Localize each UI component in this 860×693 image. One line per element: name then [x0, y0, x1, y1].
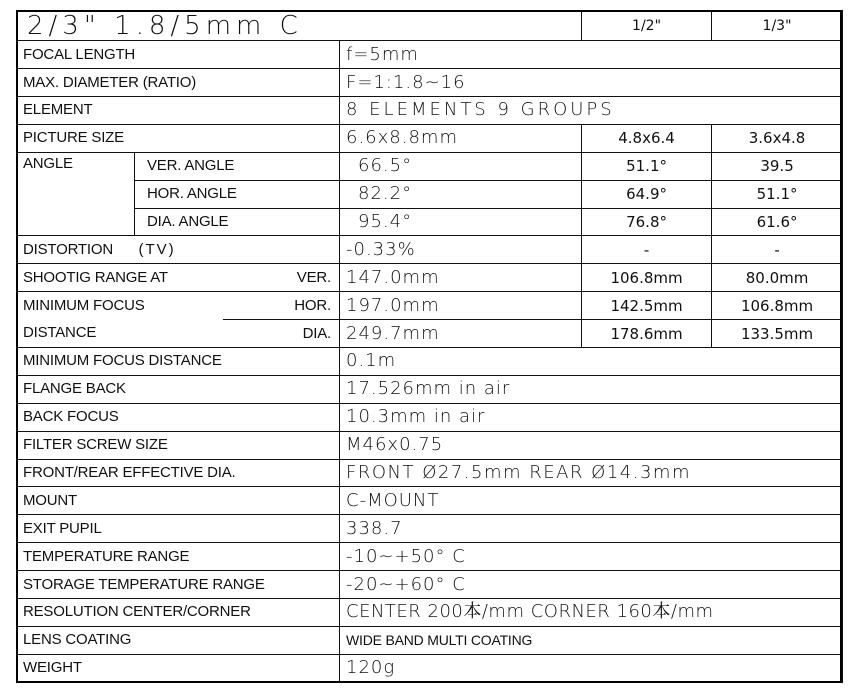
row-label: TEMPERATURE RANGE [17, 543, 340, 571]
shooting-dia-value: 249.7mm [340, 320, 582, 348]
row-label: MINIMUM FOCUS DISTANCE [17, 348, 340, 376]
angle-hor-value: 82.2° [340, 180, 582, 208]
distortion-value: -0.33% [340, 236, 582, 264]
shooting-label-2: MINIMUM FOCUS [17, 292, 223, 320]
angle-ver-third: 39.5 [712, 152, 843, 180]
angle-dia-half: 76.8° [582, 208, 712, 236]
header-third-inch: 1/3" [712, 11, 843, 41]
row-value: 120g [340, 654, 843, 682]
row-value: -10~+50° C [340, 543, 843, 571]
row-label: STORAGE TEMPERATURE RANGE [17, 571, 340, 599]
row-label: FOCAL LENGTH [17, 41, 340, 69]
row-value: 0.1m [340, 348, 843, 376]
shooting-hor-label: HOR. [223, 292, 340, 320]
angle-dia-value: 95.4° [340, 208, 582, 236]
angle-dia-third: 61.6° [712, 208, 843, 236]
shooting-label-3: DISTANCE [17, 320, 223, 348]
shooting-dia-third: 133.5mm [712, 320, 843, 348]
row-label: MOUNT [17, 487, 340, 515]
row-value: -20~+60° C [340, 571, 843, 599]
row-label: RESOLUTION CENTER/CORNER [17, 599, 340, 627]
row-value: 10.3mm in air [340, 403, 843, 431]
angle-label: ANGLE [17, 152, 135, 236]
shooting-ver-label: VER. [223, 264, 340, 292]
row-value: M46x0.75 [340, 431, 843, 459]
lens-title: 2/3" 1.8/5mm C [17, 11, 582, 41]
angle-dia-label: DIA. ANGLE [135, 208, 340, 236]
distortion-label: DISTORTION [17, 236, 135, 264]
angle-hor-third: 51.1° [712, 180, 843, 208]
row-label: FLANGE BACK [17, 375, 340, 403]
angle-ver-value: 66.5° [340, 152, 582, 180]
row-value: 17.526mm in air [340, 375, 843, 403]
row-value: F=1:1.8~16 [340, 69, 843, 97]
header-half-inch: 1/2" [582, 11, 712, 41]
shooting-label-1: SHOOTIG RANGE AT [17, 264, 223, 292]
row-label: MAX. DIAMETER (RATIO) [17, 69, 340, 97]
row-label: FRONT/REAR EFFECTIVE DIA. [17, 459, 340, 487]
row-value-half: 4.8x6.4 [582, 124, 712, 152]
table-outer-frame [16, 10, 842, 683]
angle-ver-half: 51.1° [582, 152, 712, 180]
shooting-dia-label: DIA. [223, 320, 340, 348]
row-label: FILTER SCREW SIZE [17, 431, 340, 459]
row-value: CENTER 200本/mm CORNER 160本/mm [340, 599, 843, 627]
row-label: LENS COATING [17, 626, 340, 654]
row-value: 8 ELEMENTS 9 GROUPS [340, 97, 843, 125]
row-value: 6.6x8.8mm [340, 124, 582, 152]
row-label: ELEMENT [17, 97, 340, 125]
row-label: PICTURE SIZE [17, 124, 340, 152]
row-value: FRONT Ø27.5mm REAR Ø14.3mm [340, 459, 843, 487]
row-label: EXIT PUPIL [17, 515, 340, 543]
row-value: 338.7 [340, 515, 843, 543]
shooting-dia-half: 178.6mm [582, 320, 712, 348]
angle-hor-half: 64.9° [582, 180, 712, 208]
shooting-hor-half: 142.5mm [582, 292, 712, 320]
distortion-sub-label: (TV) [135, 236, 340, 264]
shooting-hor-value: 197.0mm [340, 292, 582, 320]
row-value: WIDE BAND MULTI COATING [340, 626, 843, 654]
angle-ver-label: VER. ANGLE [135, 152, 340, 180]
shooting-hor-third: 106.8mm [712, 292, 843, 320]
shooting-ver-value: 147.0mm [340, 264, 582, 292]
shooting-ver-third: 80.0mm [712, 264, 843, 292]
shooting-ver-half: 106.8mm [582, 264, 712, 292]
row-value: f=5mm [340, 41, 843, 69]
row-value: C-MOUNT [340, 487, 843, 515]
row-label: BACK FOCUS [17, 403, 340, 431]
angle-hor-label: HOR. ANGLE [135, 180, 340, 208]
row-value-third: 3.6x4.8 [712, 124, 843, 152]
distortion-half: - [582, 236, 712, 264]
row-label: WEIGHT [17, 654, 340, 682]
distortion-third: - [712, 236, 843, 264]
